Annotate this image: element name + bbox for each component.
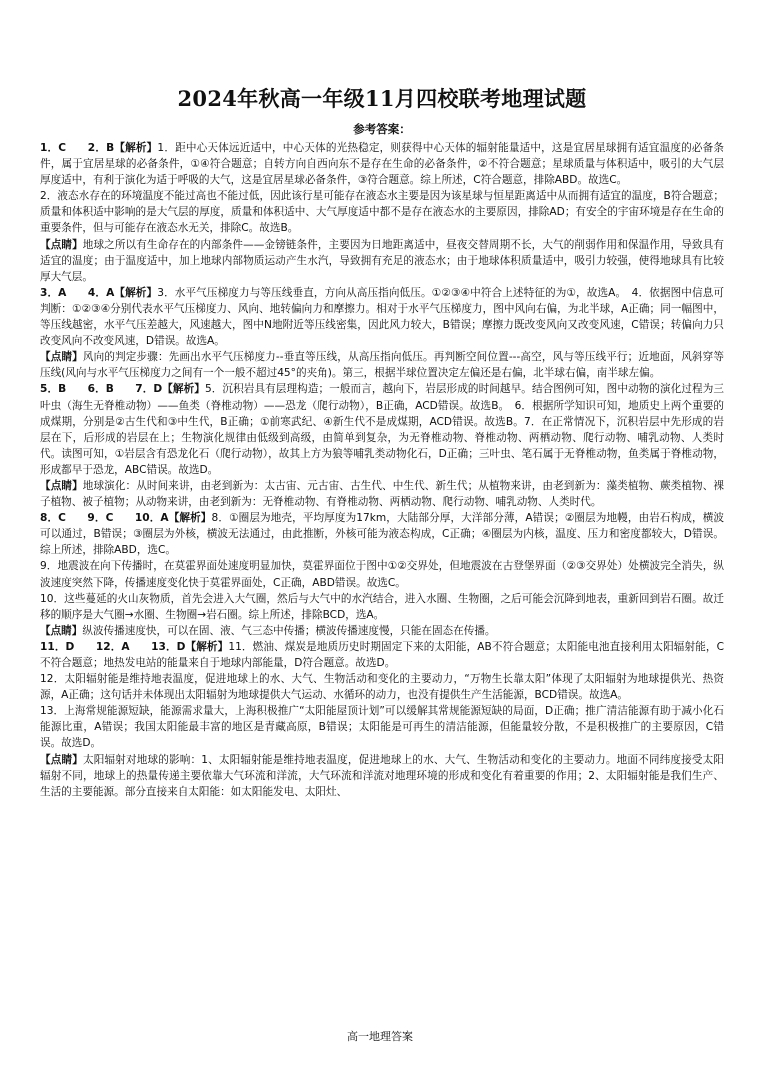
- question-head: 1．C 2．B【解析】: [40, 142, 158, 154]
- paragraph-text: 地球演化：从时间来讲，由老到新为：太古宙、元古宙、古生代、中生代、新生代；从植物来讲，由老到新为：藻类植物、蕨类植物、裸子植物、被子植物；从动物来讲，由老到新为：无脊椎动物、有脊椎动物、两栖动物、爬行动物、哺乳动物、人类时代。: [40, 479, 725, 509]
- question-head: 11．D 12．A 13．D【解析】: [40, 640, 229, 653]
- answer-paragraph: [40, 285, 724, 349]
- answer-paragraph: [40, 140, 724, 188]
- point-paragraph: [40, 237, 724, 285]
- question-head: 3．A 4．A【解析】: [40, 286, 158, 299]
- point-label: 【点睛】: [40, 351, 83, 364]
- paragraph-text: 11．燃油、煤炭是地质历史时期固定下来的太阳能，AB不符合题意；太阳能电池直接利用太阳辐射能，C不符合题意；地热发电站的能量来自于地球内部能量，D符合题意。故选D。: [40, 640, 725, 669]
- answer-subtitle: 参考答案：: [353, 122, 411, 136]
- answer-paragraph: [40, 671, 724, 703]
- paragraph-text: 9．地震波在向下传播时，在莫霍界面处速度明显加快，莫霍界面位于图中①②交界处，但地震波在古登堡界面（②③交界处）处横波完全消失，纵波速度突然下降，传播速度变化快于莫霍界面处，C正确，ABD错误。故选C。: [40, 560, 724, 589]
- point-label: 【点睛】: [40, 624, 83, 637]
- point-paragraph: [40, 478, 724, 510]
- answer-paragraph: [40, 703, 724, 751]
- paragraph-text: 地球之所以有生命存在的内部条件——金镑链条件，主要因为日地距离适中，昼夜交替周期不长，大气的削弱作用和保温作用，导致具有适宜的温度；由于温度适中，加上地球内部物质运动产生水汽，导致拥有充足的液态水；由于地球体积质量适中，吸引力较强，使得地球具有比较厚大气层。: [40, 238, 724, 283]
- point-label: 【点睛】: [40, 753, 83, 766]
- point-label: 【点睛】: [40, 238, 83, 251]
- page-title: 2024年秋高一年级11月四校联考地理试题: [177, 86, 587, 111]
- question-head: 8．C 9．C 10．A【解析】: [40, 512, 212, 525]
- answer-body: [40, 140, 724, 800]
- paragraph-text: 5．沉积岩具有层理构造；一般而言，越向下，岩层形成的时间越早。结合图例可知，图中动物的演化过程为三叶虫（海生无脊椎动物）——鱼类（脊椎动物）——恐龙（爬行动物），B正确，ACD错误。故选B。 6．根据所学知识可知，地质史上两个重要的成煤期，分别是②古生代和③中生代，B正确；①前寒武纪、④新生代不是成煤期，ACD错误。故选B。7．在正常情况下，沉积岩层中先形成的岩层在下，后形成的岩层在上；生物演化规律由低级到高级，由简单到复杂，为无脊椎动物、脊椎动物、两栖动物、爬行动物、哺乳动物、人类时代。读图可知，①岩层含有恐龙化石（爬行动物），故其上方为狼等哺乳类动物化石，D正确；三叶虫、笔石属于无脊椎动物，鱼类属于脊椎动物，形成都早于恐龙，ABC错误。故选D。: [40, 383, 724, 476]
- paragraph-text: 3．水平气压梯度力与等压线垂直，方向从高压指向低压。①②③④中符合上述特征的为①，故选A。 4．依据图中信息可判断：①②③④分别代表水平气压梯度力、风向、地转偏向力和摩擦力。相对于水平气压梯度力，图中风向右偏，为北半球，A正确；同一幅图中，等压线越密，水平气压差越大，风速越大，图中N地附近等压线密集，因此风力较大，B错误；摩擦力既改变风向又改变风速，C错误；转偏向力只改变风向不改变风速，D错误。故选A。: [40, 286, 724, 348]
- paragraph-text: 2．液态水存在的环境温度不能过高也不能过低，因此该行星可能存在液态水主要是因为该星球与恒星距离适中从而拥有适宜的温度，B符合题意；质量和体积适中影响的是大气层的厚度，质量和体积适中、大气厚度适中都不是存在液态水的主要原因，排除AD；有安全的宇宙环境是存在生命的重要条件，但与可能存在液态水无关，排除C。故选B。: [40, 190, 724, 235]
- answer-paragraph: [40, 510, 724, 558]
- point-paragraph: [40, 349, 724, 381]
- paragraph-text: 8．①圈层为地壳，平均厚度为17km，大陆部分厚，大洋部分薄，A错误；②圈层为地幔，由岩石构成，横波可以通过，B错误；③圈层为外核，横波无法通过，由此推断，外核可能为液态构成，C正确；④圈层为内核，温度、压力和密度都较大，D错误。综上所述，排除ABD，选C。: [40, 512, 724, 557]
- point-label: 【点睛】: [40, 479, 83, 492]
- paragraph-text: 风向的判定步骤：先画出水平气压梯度力--垂直等压线，从高压指向低压。再判断空间位置---高空，风与等压线平行；近地面，风斜穿等压线(风向与水平气压梯度力之间有一个一般不超过45°的夹角)。第三，根据半球位置决定左偏还是右偏，北半球右偏，南半球左偏。: [40, 351, 725, 380]
- answer-paragraph: [40, 558, 724, 590]
- paragraph-text: 纵波传播速度快，可以在固、液、气三态中传播；横波传播速度慢，只能在固态在传播。: [82, 624, 496, 637]
- paragraph-text: 13．上海常规能源短缺，能源需求量大，上海积极推广“太阳能屋顶计划”可以缓解其常规能源短缺的局面，D正确；推广清洁能源有助于减小化石能源比重，A错误；我国太阳能最丰富的地区是青藏高原，B错误；太阳能是可再生的清洁能源，但能量较分散，不是积极推广的主要原因，C错误。故选D。: [40, 705, 724, 750]
- point-paragraph: [40, 752, 724, 800]
- paragraph-text: 太阳辐射对地球的影响：1、太阳辐射能是维持地表温度，促进地球上的水、大气、生物活动和变化的主要动力。地面不同纬度接受太阳辐射不同，地球上的热量传递主要依靠大气环流和洋流，大气环流和洋流对地理环境的形成和变化有着重要的作用；2、太阳辐射能是我们生产、生活的主要能源。部分直接来自太阳能：如太阳能发电、太阳灶、: [40, 753, 724, 798]
- point-paragraph: [40, 623, 724, 639]
- question-head: 5．B 6．B 7．D【解析】: [40, 383, 205, 396]
- answer-paragraph: [40, 591, 724, 623]
- answer-paragraph: [40, 188, 724, 236]
- page-footer: 高一地理答案: [347, 1030, 413, 1043]
- paragraph-text: 1．距中心天体远近适中，中心天体的光热稳定，则获得中心天体的辐射能量适中，这是宜居星球拥有适宜温度的必备条件，属于宜居星球的必备条件，①④符合题意；自转方向自西向东不是存在生命的必备条件，②不符合题意；星球质量与体积适中，吸引的大气层厚度适中，有利于演化为适于呼吸的大气，这是宜居星球必备条件，③符合题意。综上所述，C符合题意，排除ABD。故选C。: [40, 142, 724, 187]
- paragraph-text: 12．太阳辐射能是维持地表温度，促进地球上的水、大气、生物活动和变化的主要动力，“万物生长靠太阳”体现了太阳辐射为地球提供光、热资源，A正确；这句话并未体现出太阳辐射为地球提供大气运动、水循环的动力，也没有提供生产生活能源，BCD错误。故选A。: [40, 673, 724, 702]
- answer-paragraph: [40, 381, 724, 478]
- answer-paragraph: [40, 639, 724, 671]
- paragraph-text: 10．这些蔓延的火山灰物质，首先会进入大气圈，然后与大气中的水汽结合，进入水圈、生物圈，之后可能会沉降到地表，重新回到岩石圈。故迁移的顺序是大气圈→水圈、生物圈→岩石圈。综上所述，排除BCD，选A。: [40, 592, 724, 621]
